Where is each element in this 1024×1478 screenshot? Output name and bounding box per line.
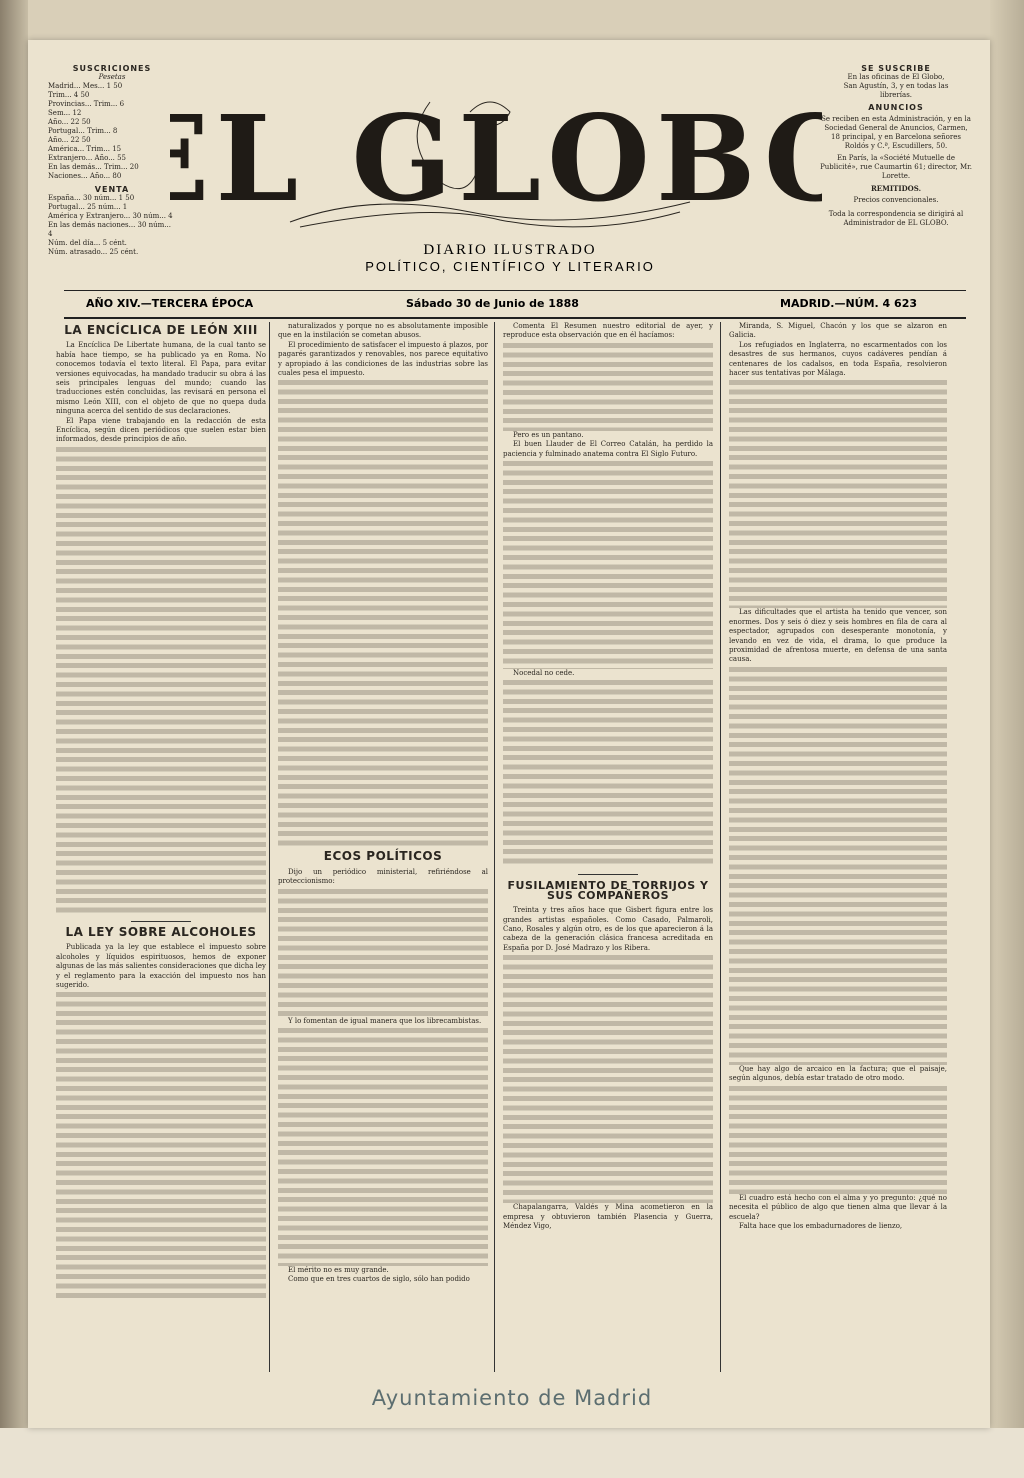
anuncios-text: En París, la «Société Mutuelle de Publicité», rue Caumartin 61; director, Mr. Lorette. <box>820 154 972 180</box>
masthead-title <box>170 72 822 242</box>
venta-line: América y Extranjero... 30 núm... 4 <box>48 212 173 220</box>
article-paragraph: El cuadro está hecho con el alma y yo pregunto: ¿qué no necesita el público de algo que tienen alma que llevar á la escuela? <box>729 1193 947 1221</box>
se-suscribe-box <box>820 64 972 228</box>
column-1 <box>56 322 266 1300</box>
masthead-subtitle <box>300 242 720 274</box>
article-paragraph: Los refugiados en Inglaterra, no escarmentados con los desastres de sus hermanos, cuyos cadáveres pendían á centenares de los cadalsos, en toda España, resolvieron hacer sus tentativas por Málaga. <box>729 340 947 378</box>
subscription-line: Sem... 12 <box>48 109 82 117</box>
dateline-date: Sábado 30 de Junio de 1888 <box>406 297 579 310</box>
article-paragraph: Y lo fomentan de igual manera que los librecambistas. <box>288 1016 482 1025</box>
page-edge <box>990 0 1024 1478</box>
venta-line: Núm. del día... 5 cént. <box>48 239 127 247</box>
subscription-line: Provincias... Trim... 6 <box>48 100 125 108</box>
masthead-logo <box>170 72 822 242</box>
venta-line: En las demás naciones... 30 núm... 4 <box>48 221 171 238</box>
subscription-line: América... Trim... 15 <box>48 145 122 153</box>
text-block <box>503 341 713 431</box>
column-2 <box>278 322 488 1285</box>
dateline-bar <box>64 290 966 319</box>
venta-line: Portugal... 25 núm... 1 <box>48 203 128 211</box>
article-paragraph: Que hay algo de arcaico en la factura; que el paisaje, según algunos, debía estar tratado de otro modo. <box>729 1064 947 1083</box>
subtitle-politico: POLÍTICO, CIENTÍFICO Y LITERARIO <box>365 259 655 274</box>
divider <box>578 874 638 875</box>
se-suscribe-line: San Agustín, 3, y en todas las <box>843 82 949 90</box>
column-rule <box>494 322 495 1372</box>
subtitle-diario: DIARIO ILUSTRADO <box>423 242 597 258</box>
subscription-line: Madrid... Mes... 1 50 <box>48 82 123 90</box>
precios-text: Precios convencionales. <box>853 196 939 204</box>
venta-line: España... 30 núm... 1 50 <box>48 194 135 202</box>
se-suscribe-heading: SE SUSCRIBE <box>861 64 931 73</box>
subscription-line: Extranjero... Año... 55 <box>48 154 127 162</box>
article-paragraph: El buen Llauder de El Correo Catalán, ha perdido la paciencia y fulminado anatema contra El Siglo Futuro. <box>503 440 713 458</box>
text-block <box>278 1026 488 1266</box>
column-rule <box>720 322 721 1372</box>
subscription-line: Naciones... Año... 80 <box>48 172 122 180</box>
remitidos-heading: REMITIDOS. <box>870 184 922 193</box>
headline-alcoholes: LA LEY SOBRE ALCOHOLES <box>65 924 257 939</box>
text-block <box>729 1084 947 1194</box>
text-block <box>56 445 266 915</box>
article-paragraph: Nocedal no cede. <box>513 669 575 678</box>
article-paragraph: Treinta y tres años hace que Gisbert figura entre los grandes artistas españoles. Como Casado, Palmaroli, Cano, Rosales y algún otro, es de los que aparecieron á la cabeza de la generación clásica francesa acreditada en España por D. José Madrazo y los Ribera. <box>503 906 713 952</box>
article-paragraph: Chapalangarra, Valdés y Mina acometieron en la empresa y obtuvieron también Plasencia y Guerra, Méndez Vigo, <box>503 1203 713 1231</box>
binding-spine <box>0 0 28 1478</box>
venta-line: Núm. atrasado... 25 cént. <box>48 248 139 256</box>
headline-enciclica: LA ENCÍCLICA DE LEÓN XIII <box>64 323 258 337</box>
article-paragraph: Pero es un pantano. <box>513 430 584 439</box>
subscription-line: Año... 22 50 <box>48 118 91 126</box>
article-paragraph: Dijo un periódico ministerial, refiriéndose al proteccionismo: <box>278 867 488 886</box>
subscription-line: Año... 22 50 <box>48 136 91 144</box>
venta-heading: VENTA <box>94 185 130 194</box>
headline-torrijos: FUSILAMIENTO DE TORRIJOS Y SUS COMPAÑEROS <box>507 879 709 902</box>
text-block <box>278 887 488 1017</box>
article-paragraph: Miranda, S. Miguel, Chacón y los que se alzaron en Galicia. <box>729 322 947 340</box>
page-bottom-margin <box>0 1428 1024 1478</box>
article-paragraph: naturalizados y porque no es absolutamente imposible que en la instilación se cometan abusos. <box>278 322 488 340</box>
divider <box>131 921 191 922</box>
se-suscribe-line: librerías. <box>879 91 913 99</box>
subscription-line: Trim... 4 50 <box>48 91 90 99</box>
anuncios-text: Se reciben en esta Administración, y en la Sociedad General de Anuncios, Carmen, 18 principal, y en Barcelona señores Roldós y C.ª, Escudillers, 50. <box>821 115 971 150</box>
article-paragraph: Publicada ya la ley que establece el impuesto sobre alcoholes y líquidos espirituosos, hemos de exponer algunas de las más salientes consideraciones que dicha ley y el reglamento para la exacción del impuesto nos han sugerido. <box>56 943 266 989</box>
headline-ecos-politicos: ECOS POLÍTICOS <box>323 849 443 864</box>
correspondencia-text: Toda la correspondencia se dirigirá al Administrador de EL GLOBO. <box>828 210 964 227</box>
article-paragraph: El procedimiento de satisfacer el impuesto á plazos, por pagarés garantizados y renovables, nos parece equitativo y apropiado á las condiciones de las industrias sobre las cuales pesa el impuesto. <box>278 340 488 378</box>
article-paragraph: Como que en tres cuartos de siglo, sólo han podido <box>288 1275 470 1284</box>
text-block <box>503 459 713 669</box>
column-4 <box>729 322 947 1231</box>
text-block <box>729 665 947 1065</box>
subscriptions-subheading: Pesetas <box>98 73 126 81</box>
text-block <box>503 678 713 868</box>
text-block <box>278 378 488 848</box>
dateline-number: MADRID.—NÚM. 4 623 <box>780 297 918 310</box>
subscription-line: En las demás... Trim... 20 <box>48 163 139 171</box>
subscription-line: Portugal... Trim... 8 <box>48 127 118 135</box>
se-suscribe-line: En las oficinas de El Globo, <box>847 73 945 81</box>
subscriptions-heading: SUSCRICIONES <box>72 64 152 73</box>
article-paragraph: Comenta El Resumen nuestro editorial de ayer, y reproduce esta observación que en él hacíamos: <box>503 322 713 340</box>
text-block <box>503 953 713 1203</box>
column-3 <box>503 322 713 1232</box>
subscriptions-box <box>48 64 176 257</box>
archive-credit: Ayuntamiento de Madrid <box>371 1386 653 1410</box>
article-paragraph: La Encíclica De Libertate humana, de la cual tanto se había hace tiempo, se ha publicado ya en Roma. No conocemos todavía el texto literal. El Papa, para evitar versiones equivocadas, ha mandado traducir su obra á las seis principales lenguas del mundo; cuando las traducciones estén concluidas, las revisará en persona el mismo León XIII, con el objeto de que no quepa duda ninguna acerca del sentido de sus declaraciones. <box>56 341 266 416</box>
article-paragraph: El mérito no es muy grande. <box>288 1266 389 1275</box>
article-paragraph: Falta hace que los embadurnadores de lienzo, <box>739 1221 903 1230</box>
column-rule <box>269 322 270 1372</box>
dateline-year: AÑO XIV.—TERCERA ÉPOCA <box>86 297 254 310</box>
masthead-title-text: L GLOBO <box>215 89 822 228</box>
anuncios-heading: ANUNCIOS <box>868 103 924 112</box>
article-paragraph: El Papa viene trabajando en la redacción de esta Encíclica, según dicen periódicos que suelen estar bien informados, desde principios de año. <box>56 416 266 444</box>
text-block <box>56 990 266 1300</box>
article-paragraph: Las dificultades que el artista ha tenido que vencer, son enormes. Dos y seis ó diez y seis hombres en fila de cara al espectador, agrupados con desesperante monotonía, y levando en vez de vida, el drama, lo que produce la proximidad de afrentosa muerte, en defensa de una santa causa. <box>729 608 947 664</box>
text-block <box>729 378 947 608</box>
